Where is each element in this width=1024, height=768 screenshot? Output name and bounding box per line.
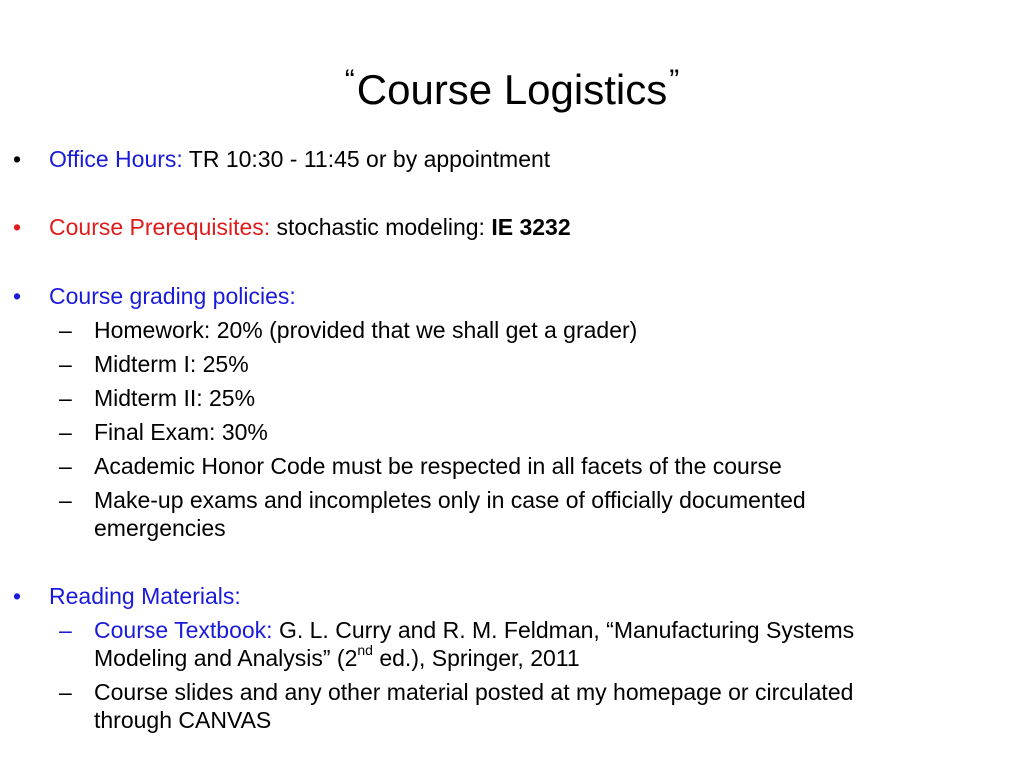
prerequisites-label: Course Prerequisites: xyxy=(49,214,271,240)
grading-item-text: Midterm II: 25% xyxy=(94,385,256,411)
bullet-icon: • xyxy=(13,583,22,609)
grading-item-text: Make-up exams and incompletes only in case of officially documented xyxy=(94,487,806,513)
dash-icon: – xyxy=(59,317,72,343)
dash-icon: – xyxy=(59,419,72,445)
dash-icon: – xyxy=(59,453,72,479)
textbook-text: G. L. Curry and R. M. Feldman, “Manufacturing Systems xyxy=(272,617,855,643)
prerequisites-line xyxy=(49,213,984,241)
textbook-text-2a: Modeling and Analysis” (2 xyxy=(94,645,358,671)
office-hours-text: TR 10:30 - 11:45 or by appointment xyxy=(182,146,551,172)
slide-title xyxy=(0,60,1024,125)
office-hours-label: Office Hours: xyxy=(49,146,183,172)
prerequisite-course: IE 3232 xyxy=(491,214,571,240)
slides-text-2: through CANVAS xyxy=(94,707,272,733)
grading-label: Course grading policies: xyxy=(49,283,296,309)
bullet-icon: • xyxy=(13,146,22,172)
grading-item-text: Final Exam: 30% xyxy=(94,419,268,445)
textbook-text-2b: ed.), Springer, 2011 xyxy=(372,645,580,671)
title-text: Course Logistics xyxy=(356,66,668,113)
dash-icon: – xyxy=(59,679,72,705)
textbook-label: Course Textbook: xyxy=(94,617,273,643)
textbook-line-2 xyxy=(94,644,964,672)
reading-label: Reading Materials: xyxy=(49,583,241,609)
grading-item-text: Midterm I: 25% xyxy=(94,351,249,377)
textbook-line xyxy=(94,616,964,644)
dash-icon: – xyxy=(59,487,72,513)
textbook-edition-superscript: nd xyxy=(357,642,373,659)
grading-item-text: Homework: 20% (provided that we shall get a grader) xyxy=(94,317,638,343)
bullet-icon: • xyxy=(13,214,22,240)
dash-icon: – xyxy=(59,385,72,411)
bullet-icon: • xyxy=(13,283,22,309)
office-hours-line xyxy=(49,145,984,173)
title-open-quote: “ xyxy=(344,64,355,97)
grading-item-text: Academic Honor Code must be respected in all facets of the course xyxy=(94,453,782,479)
slides-text: Course slides and any other material posted at my homepage or circulated xyxy=(94,679,854,705)
dash-icon: – xyxy=(59,617,72,643)
title-close-quote: ” xyxy=(669,64,680,97)
grading-item-text: emergencies xyxy=(94,515,226,541)
dash-icon: – xyxy=(59,351,72,377)
prerequisites-text: stochastic modeling: xyxy=(270,214,492,240)
